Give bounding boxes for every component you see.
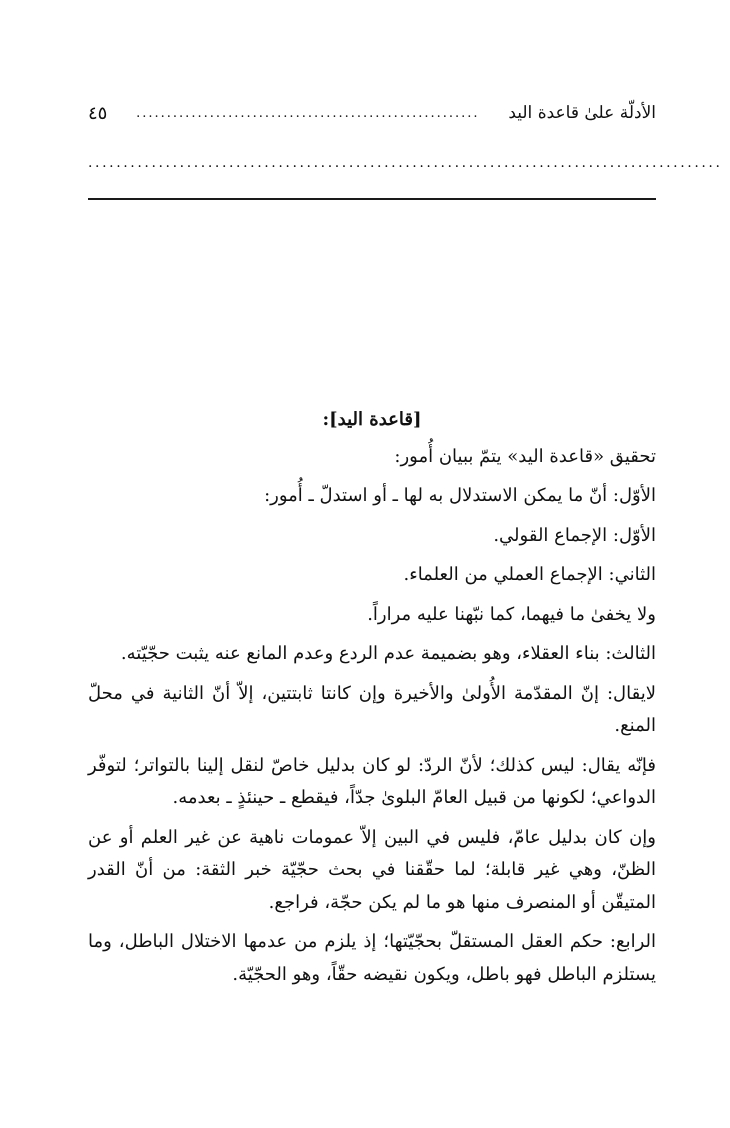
- horizontal-rule: [88, 198, 656, 200]
- section-heading: [قاعدة اليد]:: [322, 409, 422, 430]
- page-number: ٤٥: [88, 102, 108, 124]
- running-header: [88, 96, 656, 130]
- paragraph: ولا يخفىٰ ما فيهما، كما نبّهنا عليه مراراً.: [367, 603, 656, 625]
- paragraph: وإن كان بدليل عامّ، فليس في البين إلاّ عمومات ناهية عن غير العلم أو عن الظنّ، وهي غير قابلة؛ لما حقّقنا في بحث حجّيّة خبر الثقة: من أنّ القدر المتيقّن أو المنصرف منها هو ما لم يكن حجّة، فراجع.: [88, 826, 656, 913]
- paragraph: الرابع: حكم العقل المستقلّ بحجّيّتها؛ إذ يلزم من عدمها الاختلال الباطل، وما يستلزم الباطل فهو باطل، ويكون نقيضه حقّاً، وهو الحجّيّة.: [88, 931, 656, 985]
- page-body: [88, 404, 656, 998]
- dot-leader: ........................................................: [136, 105, 480, 121]
- scan-noise: [0, 1112, 730, 1126]
- paragraph: لايقال: إنّ المقدّمة الأُولىٰ والأخيرة وإن كانتا ثابتتين، إلاّ أنّ الثانية في محلّ المنع.: [88, 682, 656, 736]
- running-header-title: الأدلّة علىٰ قاعدة اليد: [508, 103, 656, 123]
- paragraph: الأوّل: الإجماع القولي.: [493, 524, 656, 546]
- paragraph: الأوّل: أنّ ما يمكن الاستدلال به لها ـ أو استدلّ ـ أُمور:: [264, 485, 656, 506]
- paragraph: فإنّه يقال: ليس كذلك؛ لأنّ الردّ: لو كان بدليل خاصّ لنقل إلينا بالتواتر؛ لتوفّر الدواعي؛ لكونها من قبيل العامّ البلوىٰ جدّاً، فيقطع ـ حينئذٍ ـ بعدمه.: [88, 754, 656, 808]
- paragraph: الثاني: الإجماع العملي من العلماء.: [403, 564, 656, 585]
- paragraph: تحقيق «قاعدة اليد» يتمّ ببيان أُمور:: [394, 445, 656, 467]
- paragraph: الثالث: بناء العقلاء، وهو بضميمة عدم الردع وعدم المانع عنه يثبت حجّيّته.: [120, 643, 656, 664]
- dotted-separator: ..........................................................................................: [88, 155, 723, 171]
